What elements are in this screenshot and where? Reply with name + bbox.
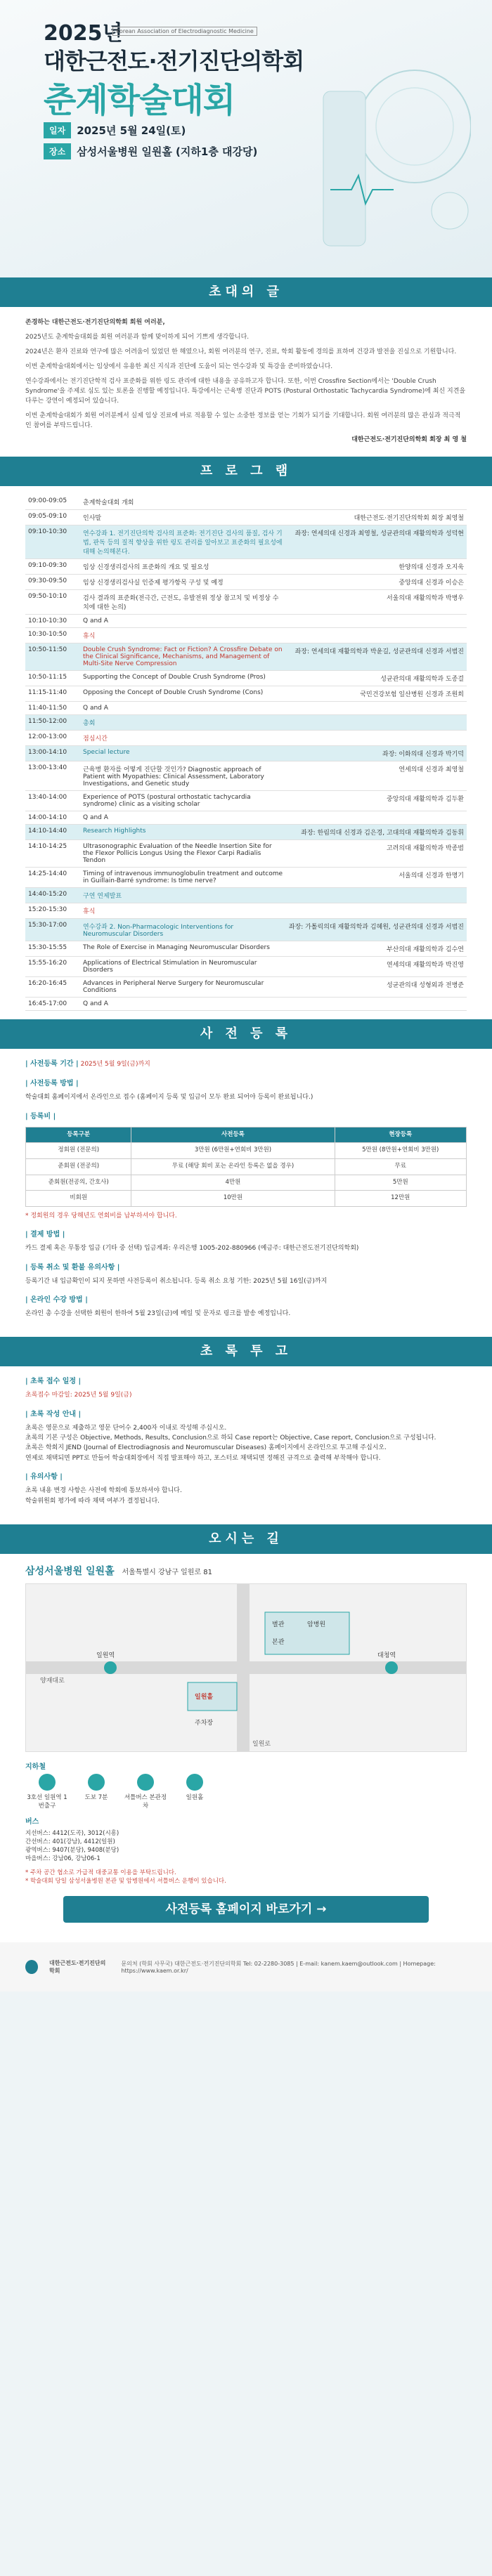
reg-period-value: 2025년 5월 9일(금)까지 — [80, 1061, 150, 1068]
program-title-cell: 총회 — [80, 715, 286, 731]
program-time: 11:15-11:40 — [25, 686, 80, 702]
stop-label: 일원홀 — [186, 1794, 204, 1802]
reg-cancel-text: 등록기간 내 입금확인이 되지 못하면 사전등록이 취소됩니다. 등록 취소 요청 기한: 2025년 5월 16일(금)까지 — [25, 1277, 328, 1285]
program-speaker: 국민건강보험 일산병원 신경과 조원희 — [286, 686, 467, 702]
program-time: 15:30-17:00 — [25, 919, 80, 941]
program-title-cell: Special lecture — [80, 746, 286, 761]
program-speaker — [286, 731, 467, 746]
direction-note: * 주차 공간 협소로 가급적 대중교통 이용을 부탁드립니다. — [25, 1869, 176, 1877]
subway-stop — [173, 1774, 216, 1801]
program-time: 14:10-14:40 — [25, 825, 80, 840]
reg-pay-text: 카드 결제 혹은 무통장 입금 (기타 중 선택) 입금계좌: 우리은행 1005-202-880966 (예금주: 대한근전도전기진단의학회) — [25, 1245, 359, 1253]
program-title-cell: Opposing the Concept of Double Crush Syndrome (Cons) — [80, 686, 286, 702]
program-row — [25, 628, 467, 643]
program-title-cell: Q and A — [80, 615, 286, 628]
program-speaker: 부산의대 재활의학과 김수연 — [286, 941, 467, 957]
walk-icon — [88, 1774, 105, 1791]
program-row — [25, 643, 467, 671]
program-speaker — [286, 888, 467, 903]
program-time: 11:40-11:50 — [25, 702, 80, 715]
footer-info: 문의처 (학회 사무국) 대한근전도·전기진단의학회 Tel: 02-2280-3085 | E-mail: kanem.kaem@outlook.com | Homepage: https://www.kaem.or.kr/ — [121, 1961, 436, 1975]
program-title-cell: 휴식 — [80, 903, 286, 919]
list-item: 학술위원회 평가에 따라 채택 여부가 결정됩니다. — [25, 1497, 160, 1505]
program-title: 프 로 그 램 — [0, 457, 492, 486]
abstract-section — [0, 1337, 492, 1524]
program-speaker — [286, 903, 467, 919]
program-row — [25, 941, 467, 957]
reg-period-heading: | 사전등록 기간 | — [25, 1060, 79, 1068]
stop-label: 도보 7분 — [84, 1794, 108, 1802]
registration-title: 사 전 등 록 — [0, 1019, 492, 1049]
list-item: 초록은 영문으로 제출하고 영문 단어수 2,400자 이내로 작성해 주십시오. — [25, 1424, 227, 1432]
abs-notice-block — [25, 1472, 467, 1506]
program-row — [25, 840, 467, 868]
route-info — [25, 1760, 467, 1885]
program-speaker: 대한근전도·전기진단의학회 회장 최영철 — [286, 510, 467, 525]
program-speaker — [286, 495, 467, 510]
program-row — [25, 671, 467, 686]
map-drawing-icon — [26, 1584, 466, 1752]
subway-stop — [75, 1774, 118, 1801]
greeting-signature: 대한근전도·전기진단의학회 회장 최 영 철 — [351, 436, 467, 444]
greeting-para: 2024년은 환자 진료와 연구에 많은 어려움이 있었던 한 해였으나, 회원 여러분의 연구, 진료, 학회 활동에 경의를 표하며 건강과 발전을 진심으로 기원합니다. — [25, 348, 457, 355]
venue-address: 서울특별시 강남구 일원로 81 — [122, 1569, 212, 1577]
directions-section — [0, 1524, 492, 1942]
map-label: 일원로 — [252, 1741, 271, 1748]
reg-pay-block — [25, 1229, 467, 1253]
program-time: 14:25-14:40 — [25, 868, 80, 888]
program-speaker: 성균관의대 성형외과 전병준 — [286, 977, 467, 998]
bus-heading: 버스 — [25, 1818, 39, 1826]
program-title-cell: Timing of intravenous immunoglobulin treatment and outcome in Guillain-Barré syndrome: Is time nerve? — [80, 868, 286, 888]
map-label: 양재대로 — [40, 1678, 65, 1685]
greeting-para: 이번 춘계학술대회에서는 임상에서 유용한 최신 지식과 진단에 도움이 되는 연수강좌 및 특강을 준비하였습니다. — [25, 362, 333, 370]
program-time: 13:00-14:10 — [25, 746, 80, 761]
program-time: 14:10-14:25 — [25, 840, 80, 868]
program-row — [25, 525, 467, 559]
map-label: 주차장 — [195, 1720, 214, 1727]
program-time: 13:40-14:00 — [25, 791, 80, 811]
place-tag: 장소 — [44, 143, 71, 159]
program-time: 10:30-10:50 — [25, 628, 80, 643]
greeting-para: 이번 춘계학술대회가 회원 여러분께서 실제 임상 진료에 바로 적용할 수 있는 소중한 정보를 얻는 기회가 되기를 기대합니다. 회원 여러분의 많은 관심과 적극적인 참여를 부탁드립니다. — [25, 412, 461, 429]
fee-cell: 5만원 (8만원+연회비 3만원) — [335, 1143, 467, 1159]
program-row — [25, 495, 467, 510]
program-row — [25, 702, 467, 715]
subway-stop — [124, 1774, 167, 1810]
program-row — [25, 998, 467, 1011]
directions-body — [0, 1554, 492, 1942]
program-title-cell: 구연 연제발표 — [80, 888, 286, 903]
greeting-body — [0, 307, 492, 457]
abs-deadline-block — [25, 1376, 467, 1400]
fee-col-header: 사전등록 — [131, 1127, 335, 1143]
program-speaker: 좌장: 연세의대 재활의학과 박윤길, 성균관의대 신경과 서범진 — [286, 643, 467, 671]
table-row — [26, 1158, 467, 1175]
reg-online-block — [25, 1295, 467, 1319]
subway-row — [25, 1774, 467, 1810]
fee-cell: 무료 (해당 회비 포는 온라인 등록은 없을 경우) — [131, 1158, 335, 1175]
program-speaker: 중앙의대 신경과 이승은 — [286, 575, 467, 590]
program-row — [25, 791, 467, 811]
reg-cancel-heading: | 등록 취소 및 환불 유의사항 | — [25, 1263, 120, 1271]
program-speaker: 좌장: 가톨릭의대 재활의학과 김혜원, 성균관의대 신경과 서범진 — [286, 919, 467, 941]
program-title-cell: 휴식 — [80, 628, 286, 643]
program-speaker — [286, 702, 467, 715]
table-row — [26, 1191, 467, 1207]
abs-deadline-heading: | 초록 접수 일정 | — [25, 1378, 82, 1386]
date-value: 2025년 5월 24일(토) — [77, 124, 186, 137]
subway-stop — [25, 1774, 69, 1810]
fee-cell: 3만원 (6만원+연회비 3만원) — [131, 1143, 335, 1159]
table-row — [26, 1143, 467, 1159]
fee-cell: 준회원(전공의, 간호사) — [26, 1175, 131, 1191]
program-speaker: 연세의대 재활의학과 박진영 — [286, 957, 467, 977]
society-logo-icon — [25, 1960, 38, 1974]
fee-cell: 비회원 — [26, 1191, 131, 1207]
abs-notice-heading: | 유의사항 | — [25, 1473, 63, 1482]
hero-place-line — [44, 142, 339, 160]
program-title-cell: Experience of POTS (postural orthostatic tachycardia syndrome) clinic as a visiting scholar — [80, 791, 286, 811]
program-time: 15:55-16:20 — [25, 957, 80, 977]
program-speaker: 중앙의대 재활의학과 김두환 — [286, 791, 467, 811]
hero-banner — [0, 0, 492, 277]
program-time: 16:20-16:45 — [25, 977, 80, 998]
program-time: 09:30-09:50 — [25, 575, 80, 590]
table-row — [26, 1175, 467, 1191]
reg-fee-block — [25, 1111, 467, 1221]
program-title-cell: Supporting the Concept of Double Crush Syndrome (Pros) — [80, 671, 286, 686]
program-speaker — [286, 715, 467, 731]
subway-icon — [39, 1774, 56, 1791]
program-time: 15:30-15:55 — [25, 941, 80, 957]
program-row — [25, 903, 467, 919]
reg-method-text: 학술대회 홈페이지에서 온라인으로 접수 (홈페이지 등록 및 입금이 모두 완료 되어야 등록이 완료됩니다.) — [25, 1094, 313, 1101]
hero-date-line — [44, 121, 212, 139]
program-row — [25, 977, 467, 998]
program-title-cell: 연수강좌 2. Non-Pharmacologic Interventions for Neuromuscular Disorders — [80, 919, 286, 941]
direction-note: * 학술대회 당일 삼성서울병원 본관 및 암병원에서 셔틀버스 운행이 있습니다. — [25, 1878, 226, 1885]
reg-period-block — [25, 1059, 467, 1070]
map-label: 별관 — [272, 1621, 285, 1629]
registration-body — [0, 1049, 492, 1337]
hero-org-name: 대한근전도·전기진단의학회 — [44, 48, 304, 74]
program-title-cell: 인사말 — [80, 510, 286, 525]
program-time: 13:00-13:40 — [25, 761, 80, 791]
reg-cancel-block — [25, 1262, 467, 1286]
hero-year: 2025년 — [44, 21, 123, 46]
program-title-cell: 연수강좌 1. 전기진단의학 검사의 표준화: 전기진단 검사의 품질, 검사 기법, 판독 등의 질적 향상을 위한 링도 관리를 알아보고 표준화의 필요성에 대해 논의해본다. — [80, 525, 286, 559]
program-row — [25, 715, 467, 731]
program-time: 12:00-13:00 — [25, 731, 80, 746]
program-table-wrap — [0, 486, 492, 1019]
fee-col-header: 현장등록 — [335, 1127, 467, 1143]
fee-col-header: 등록구분 — [26, 1127, 131, 1143]
map-label: 대청역 — [377, 1652, 396, 1660]
program-speaker — [286, 998, 467, 1011]
program-speaker — [286, 811, 467, 825]
program-title-cell: 임상 신경생리검사실 인증제 평가항목 구성 및 예정 — [80, 575, 286, 590]
reg-fee-heading: | 등록비 | — [25, 1112, 56, 1120]
abstract-title: 초 록 투 고 — [0, 1337, 492, 1366]
program-title-cell: 검사 결과의 표준화(전극간, 근전도, 유발전위 정상 참고치 및 비정상 수치에 대한 논의) — [80, 590, 286, 615]
fee-table — [25, 1127, 467, 1207]
program-title-cell: Q and A — [80, 998, 286, 1011]
program-row — [25, 590, 467, 615]
directions-title: 오시는 길 — [0, 1524, 492, 1554]
venue-map[interactable] — [25, 1583, 467, 1752]
program-speaker: 좌장: 이화의대 신경과 박기덕 — [286, 746, 467, 761]
date-tag: 일자 — [44, 122, 71, 138]
program-time: 10:50-11:15 — [25, 671, 80, 686]
registration-homepage-button[interactable]: 사전등록 홈페이지 바로가기 → — [63, 1896, 429, 1923]
program-title-cell: Ultrasonographic Evaluation of the Needle Insertion Site for the Flexor Pollicis Longus Using the Flexor Carpi Radialis Tendon — [80, 840, 286, 868]
program-time: 10:10-10:30 — [25, 615, 80, 628]
list-item: 간선버스: 401(강남), 4412(일원) — [25, 1838, 115, 1846]
program-section — [0, 457, 492, 1019]
reg-method-heading: | 사전등록 방법 | — [25, 1080, 79, 1088]
abs-rule-heading: | 초록 작성 안내 | — [25, 1410, 82, 1418]
reg-online-text: 온라인 총 수강을 선택한 회원이 한하여 5월 23일(금)에 메일 및 문자로 링크를 발송 예정입니다. — [25, 1309, 291, 1317]
fee-cell: 무료 — [335, 1158, 467, 1175]
registration-section — [0, 1019, 492, 1337]
program-table — [25, 495, 467, 1011]
fee-cell: 준회원 (전공의) — [26, 1158, 131, 1175]
fee-cell: 4만원 — [131, 1175, 335, 1191]
program-title-cell: 춘계학술대회 개회 — [80, 495, 286, 510]
program-speaker — [286, 615, 467, 628]
program-time: 11:50-12:00 — [25, 715, 80, 731]
abs-rule-block — [25, 1409, 467, 1464]
program-time: 09:50-10:10 — [25, 590, 80, 615]
program-row — [25, 559, 467, 575]
program-speaker: 성균관의대 재활의학과 도종걸 — [286, 671, 467, 686]
program-row — [25, 868, 467, 888]
hero-event-title: 춘계학술대회 — [44, 81, 235, 120]
reg-pay-heading: | 결제 방법 | — [25, 1231, 65, 1239]
fee-cell: 12만원 — [335, 1191, 467, 1207]
reg-method-block — [25, 1078, 467, 1102]
list-item: 초록은 학회지 JEND (Journal of Electrodiagnosis and Neuromuscular Diseases) 홈페이지에서 온라인으로 투고해 주십시오. — [25, 1444, 387, 1452]
greeting-title: 초대의 글 — [0, 277, 492, 307]
program-title-cell: 점심시간 — [80, 731, 286, 746]
reg-online-heading: | 온라인 수강 방법 | — [25, 1295, 88, 1304]
program-row — [25, 746, 467, 761]
fee-cell: 5만원 — [335, 1175, 467, 1191]
list-item: 연제로 채택되면 PPT로 만들어 학술대회장에서 직접 발표해야 하고, 포스터로 채택되면 정해진 규격으로 출력해 부착해야 합니다. — [25, 1454, 381, 1462]
map-label: 일원홀 — [195, 1694, 214, 1701]
footer — [0, 1942, 492, 1992]
list-item: 초록 내용 변경 사항은 사전에 학회에 통보하셔야 합니다. — [25, 1487, 182, 1495]
program-time: 14:40-15:20 — [25, 888, 80, 903]
program-time: 09:10-10:30 — [25, 525, 80, 559]
program-row — [25, 731, 467, 746]
program-row — [25, 575, 467, 590]
program-time: 15:20-15:30 — [25, 903, 80, 919]
program-time: 09:05-09:10 — [25, 510, 80, 525]
fee-note: * 정회원의 경우 당해년도 연회비를 납부하셔야 합니다. — [25, 1212, 177, 1220]
map-label: 암병원 — [307, 1621, 326, 1629]
list-item: 마을버스: 강남06, 강남06-1 — [25, 1855, 101, 1863]
program-row — [25, 888, 467, 903]
map-label: 일원역 — [96, 1652, 115, 1660]
stop-label: 셔틀버스 본관정차 — [124, 1794, 167, 1810]
program-row — [25, 761, 467, 791]
program-title-cell: Research Highlights — [80, 825, 286, 840]
program-speaker: 고려의대 재활의학과 박종범 — [286, 840, 467, 868]
program-title-cell: 임상 신경생리검사의 표준화의 개요 및 필요성 — [80, 559, 286, 575]
subway-heading: 지하철 — [25, 1763, 46, 1772]
program-speaker: 연세의대 신경과 최영철 — [286, 761, 467, 791]
list-item: 광역버스: 9407(분당), 9408(분당) — [25, 1847, 119, 1855]
program-title-cell: Q and A — [80, 811, 286, 825]
program-time: 09:00-09:05 — [25, 495, 80, 510]
program-title-cell: Q and A — [80, 702, 286, 715]
program-time: 14:00-14:10 — [25, 811, 80, 825]
program-title-cell: The Role of Exercise in Managing Neuromuscular Disorders — [80, 941, 286, 957]
abs-deadline-text: 초록접수 마감일: 2025년 5월 9일(금) — [25, 1392, 132, 1399]
greeting-para: 2025년도 춘계학술대회를 회원 여러분과 함께 맞이하게 되어 기쁘게 생각합니다. — [25, 333, 250, 341]
program-speaker: 좌장: 한림의대 신경과 김은경, 고대의대 재활의학과 김동휘 — [286, 825, 467, 840]
program-title-cell: Applications of Electrical Stimulation in Neuromuscular Disorders — [80, 957, 286, 977]
greeting-para: 연수강좌에서는 전기진단학적 검사 표준화를 위한 링도 관리에 대한 내용을 공유하고자 합니다. 또한, 이번 Crossfire Section에서는 'Double Crush Syndrome'을 주제로 심도 있는 토론을 진행할 예정입니다. 특강에서는 근육병 진단과 POTS (Postural Orthostatic Tachycardia Syndrome)에 최신 지견을 다루는 강연이 예정되어 있습니다. — [25, 377, 466, 405]
building-icon — [186, 1774, 203, 1791]
program-row — [25, 615, 467, 628]
program-row — [25, 686, 467, 702]
hero-decoration-icon — [309, 49, 471, 260]
program-speaker — [286, 628, 467, 643]
list-item: 지선버스: 4412(도곡), 3012(시흥) — [25, 1830, 119, 1838]
program-time: 10:50-11:50 — [25, 643, 80, 671]
program-speaker: 서울의대 신경과 한명기 — [286, 868, 467, 888]
program-title-cell: Double Crush Syndrome: Fact or Fiction? A Crossfire Debate on the Clinical Significance, Mechanisms, and Management of Multi-Site Nerve Compression — [80, 643, 286, 671]
venue-name: 삼성서울병원 일원홀 — [25, 1566, 115, 1578]
greeting-para: 존경하는 대한근전도·전기진단의학회 회원 여러분, — [25, 319, 165, 326]
program-title-cell: 근육병 환자를 어떻게 진단할 것인가? Diagnostic approach of Patient with Myopathies: Clinical Assessment, Laboratory Investigations, and Genetic study — [80, 761, 286, 791]
program-speaker: 한양의대 신경과 오지욱 — [286, 559, 467, 575]
venue-title — [25, 1564, 467, 1578]
fee-cell: 정회원 (전문의) — [26, 1143, 131, 1159]
list-item: 초록의 기본 구성은 Objective, Methods, Results, Conclusion으로 하되 Case report는 Objective, Case report, Conclusion으로 구성됩니다. — [25, 1434, 436, 1442]
stop-label: 3호선 일원역 1번출구 — [27, 1794, 67, 1810]
greeting-section — [0, 277, 492, 457]
program-row — [25, 825, 467, 840]
place-value: 삼성서울병원 일원홀 (지하1층 대강당) — [77, 145, 258, 158]
program-speaker: 서울의대 재활의학과 박병우 — [286, 590, 467, 615]
hero-org-en: Korean Association of Electrodiagnostic Medicine — [112, 27, 257, 36]
program-time: 16:45-17:00 — [25, 998, 80, 1011]
program-row — [25, 510, 467, 525]
shuttle-icon — [137, 1774, 154, 1791]
program-time: 09:10-09:30 — [25, 559, 80, 575]
footer-org: 대한근전도·전기진단의학회 — [49, 1960, 106, 1975]
abstract-body — [0, 1366, 492, 1524]
program-row — [25, 919, 467, 941]
program-title-cell: Advances in Peripheral Nerve Surgery for Neuromuscular Conditions — [80, 977, 286, 998]
program-speaker: 좌장: 연세의대 신경과 최영철, 성균관의대 재활의학과 성덕현 — [286, 525, 467, 559]
fee-cell: 10만원 — [131, 1191, 335, 1207]
program-row — [25, 957, 467, 977]
program-row — [25, 811, 467, 825]
map-label: 본관 — [272, 1639, 285, 1647]
